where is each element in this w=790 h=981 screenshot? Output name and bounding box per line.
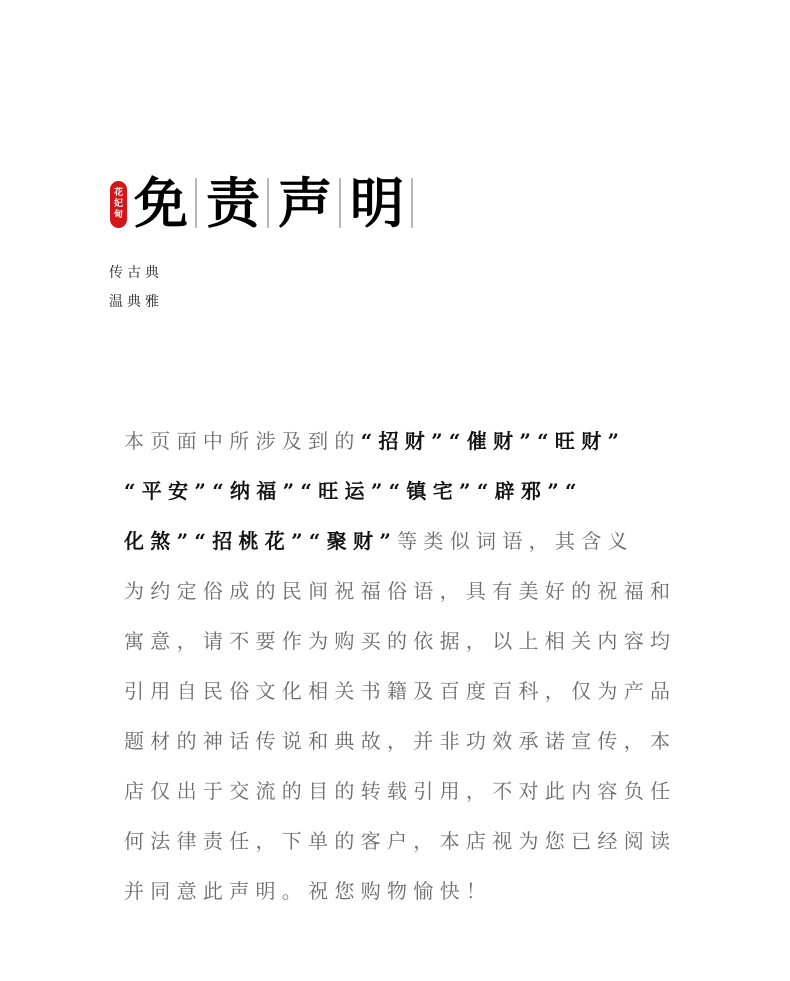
subtitle-line-1: 传古典 bbox=[109, 265, 163, 281]
disclaimer-body bbox=[124, 425, 677, 925]
title-divider bbox=[411, 178, 413, 228]
disclaimer-text: 何法律责任，下单的客户，本店视为您已经阅读 bbox=[124, 829, 677, 853]
highlighted-term: 化煞”“招桃花”“聚财” bbox=[124, 529, 398, 553]
title-char: 责 bbox=[206, 171, 260, 235]
title-char: 明 bbox=[350, 171, 404, 235]
title-divider bbox=[195, 178, 197, 228]
disclaimer-line bbox=[124, 475, 672, 525]
disclaimer-text: 引用自民俗文化相关书籍及百度百科，仅为产品 bbox=[124, 679, 677, 703]
disclaimer-line bbox=[124, 725, 677, 775]
subtitle-line-2: 温典雅 bbox=[109, 294, 163, 310]
seal-char: 妃 bbox=[113, 199, 123, 209]
disclaimer-text: 本页面中所涉及到的 bbox=[124, 429, 361, 453]
seal-char: 花 bbox=[113, 188, 123, 198]
disclaimer-line bbox=[124, 425, 672, 475]
disclaimer-text: 题材的神话传说和典故，并非功效承诺宣传，本 bbox=[124, 729, 677, 753]
disclaimer-text: 并同意此声明。祝您购物愉快！ bbox=[124, 879, 493, 903]
title-char: 免 bbox=[134, 171, 188, 235]
highlighted-term: “招财”“催财”“旺财” bbox=[360, 429, 626, 453]
disclaimer-text: 寓意，请不要作为购买的依据，以上相关内容均 bbox=[124, 629, 677, 653]
title-char: 声 bbox=[278, 171, 332, 235]
page-title bbox=[133, 170, 421, 236]
disclaimer-line bbox=[124, 525, 672, 575]
title-divider bbox=[339, 178, 341, 228]
disclaimer-text: 店仅出于交流的目的转载引用，不对此内容负任 bbox=[124, 779, 677, 803]
disclaimer-line bbox=[124, 825, 677, 875]
disclaimer-line bbox=[124, 875, 672, 925]
brand-seal-logo bbox=[110, 181, 127, 228]
highlighted-term: “平安”“纳福”“旺运”“镇宅”“辟邪”“ bbox=[124, 479, 583, 503]
disclaimer-line bbox=[124, 575, 677, 625]
disclaimer-line bbox=[124, 675, 677, 725]
seal-char: 甸 bbox=[113, 210, 123, 220]
disclaimer-line bbox=[124, 625, 677, 675]
disclaimer-text: 为约定俗成的民间祝福俗语，具有美好的祝福和 bbox=[124, 579, 677, 603]
disclaimer-line bbox=[124, 775, 677, 825]
title-divider bbox=[267, 178, 269, 228]
disclaimer-text: 等类似词语，其含义 bbox=[397, 529, 634, 553]
